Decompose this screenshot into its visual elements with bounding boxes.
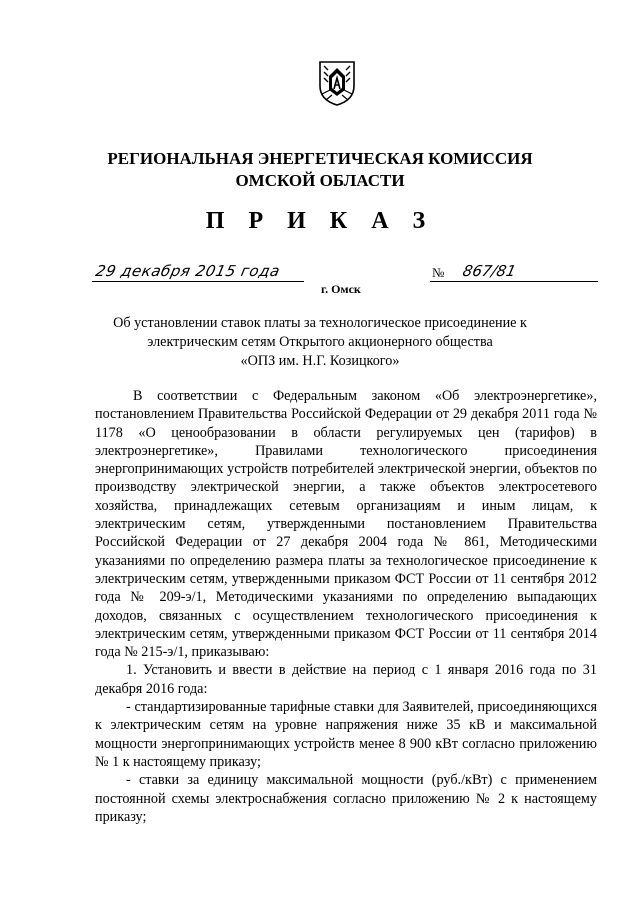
clause-1: 1. Установить и ввести в действие на период с 1 января 2016 года по 31 декабря 2016 года:	[95, 662, 597, 697]
clause-1-item-2: - ставки за единицу максимальной мощности (руб./кВт) с применением постоянной схемы электроснабжения согласно приложению № 2 к настоящему приказу;	[95, 772, 597, 825]
coat-of-arms-emblem	[318, 60, 356, 106]
date-underline	[92, 281, 304, 282]
clause-1-item-1: - стандартизированные тарифные ставки для Заявителей, присоединяющихся к электрическим сетям на уровне напряжения ниже 35 кВ и максимальной мощности энергопринимающих устройств менее 8 900 кВт согласно приложению № 1 к настоящему приказу;	[95, 699, 597, 770]
number-sign: №	[432, 265, 445, 280]
city-label: г. Омск	[321, 282, 361, 296]
handwritten-date: 29 декабря 2015 года	[94, 262, 282, 280]
subject-line-3: «ОПЗ им. Н.Г. Козицкого»	[240, 353, 400, 369]
handwritten-order-number: 867/81	[461, 262, 518, 280]
number-underline	[430, 281, 598, 282]
order-subject	[0, 314, 640, 371]
agency-name-line-1: РЕГИОНАЛЬНАЯ ЭНЕРГЕТИЧЕСКАЯ КОМИССИЯ	[107, 149, 533, 168]
agency-name-line-2: ОМСКОЙ ОБЛАСТИ	[235, 171, 405, 190]
order-body	[95, 387, 597, 826]
document-type-title: П Р И К А З	[205, 208, 435, 234]
subject-line-2: электрическим сетям Открытого акционерного общества	[147, 334, 493, 350]
preamble-paragraph: В соответствии с Федеральным законом «Об электроэнергетике», постановлением Правительства Российской Федерации от 29 декабря 2011 года № 1178 «О ценообразовании в области регулируемых цен (тарифов) в электроэнергетике», Правилами технологического присоединения энергопринимающих устройств потребителей электрической энергии, объектов по производству электрической энергии, а также объектов электросетевого хозяйства, принадлежащих сетевым организациям и иным лицам, к электрическим сетям, утвержденными постановлением Правительства Российской Федерации от 27 декабря 2004 года № 861, Методическими указаниями по определению размера платы за технологическое присоединение к электрическим сетям, утвержденными приказом ФСТ России от 11 сентября 2012 года № 209-э/1, Методическими указаниями по определению выпадающих доходов, связанных с осуществлением технологического присоединения к электрическим сетям, утвержденными приказом ФСТ России от 11 сентября 2014 года № 215-э/1, приказываю:	[95, 388, 597, 661]
subject-line-1: Об установлении ставок платы за технологическое присоединение к	[113, 315, 527, 331]
